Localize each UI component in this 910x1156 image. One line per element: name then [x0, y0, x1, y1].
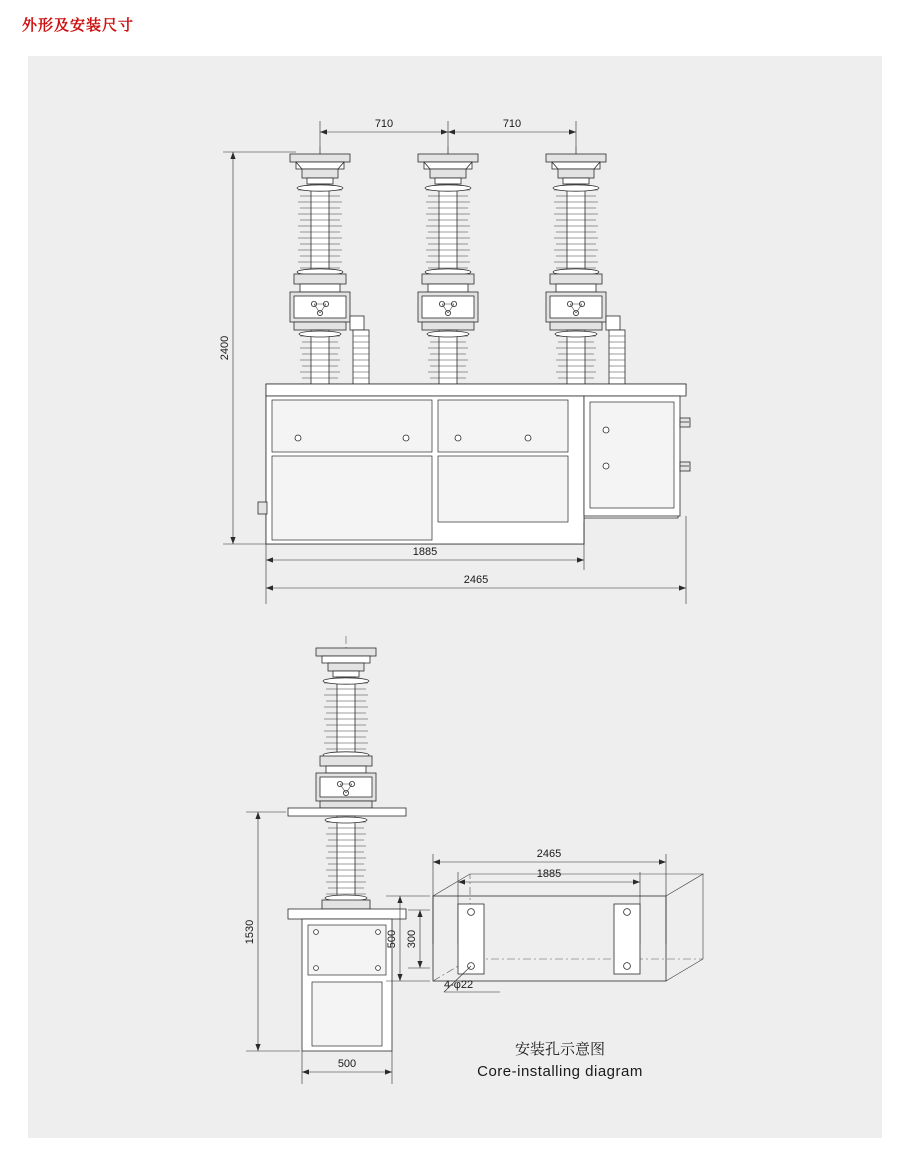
core-left-dimensions	[386, 896, 430, 981]
side-mounting-plate	[288, 808, 406, 816]
dim-body-width: 1885	[412, 546, 438, 558]
dim-phase-spacing-right: 710	[502, 118, 522, 130]
core-plan-outline	[433, 874, 703, 992]
side-insulator-lower	[322, 816, 370, 909]
cabinet-body	[258, 384, 690, 544]
side-insulator-top	[316, 648, 376, 773]
dim-overall-width: 2465	[463, 574, 489, 586]
core-installing-drawing	[378, 826, 758, 1126]
dim-side-height: 1530	[244, 919, 256, 945]
dim-phase-spacing-left: 710	[374, 118, 394, 130]
dim-hole-spec: 4-φ22	[444, 979, 474, 991]
mounting-hole	[468, 909, 475, 916]
core-caption-en: Core-installing diagram	[477, 1063, 643, 1080]
dim-core-hole-span-width: 1885	[536, 868, 562, 880]
mounting-hole	[624, 909, 631, 916]
side-height-dimension	[244, 812, 300, 1051]
core-caption-cn: 安装孔示意图	[514, 1040, 606, 1058]
page-title: 外形及安装尺寸	[22, 17, 135, 34]
dim-core-overall-depth: 500	[386, 929, 398, 949]
dim-side-base-width: 500	[337, 1058, 357, 1070]
side-mechanism-block	[316, 773, 376, 808]
dim-core-hole-span-depth: 300	[406, 929, 418, 949]
dim-total-height: 2400	[219, 335, 231, 361]
front-view-drawing	[28, 66, 882, 626]
dim-core-overall-width: 2465	[536, 848, 562, 860]
mounting-hole	[624, 963, 631, 970]
diagram-panel	[28, 56, 882, 1138]
